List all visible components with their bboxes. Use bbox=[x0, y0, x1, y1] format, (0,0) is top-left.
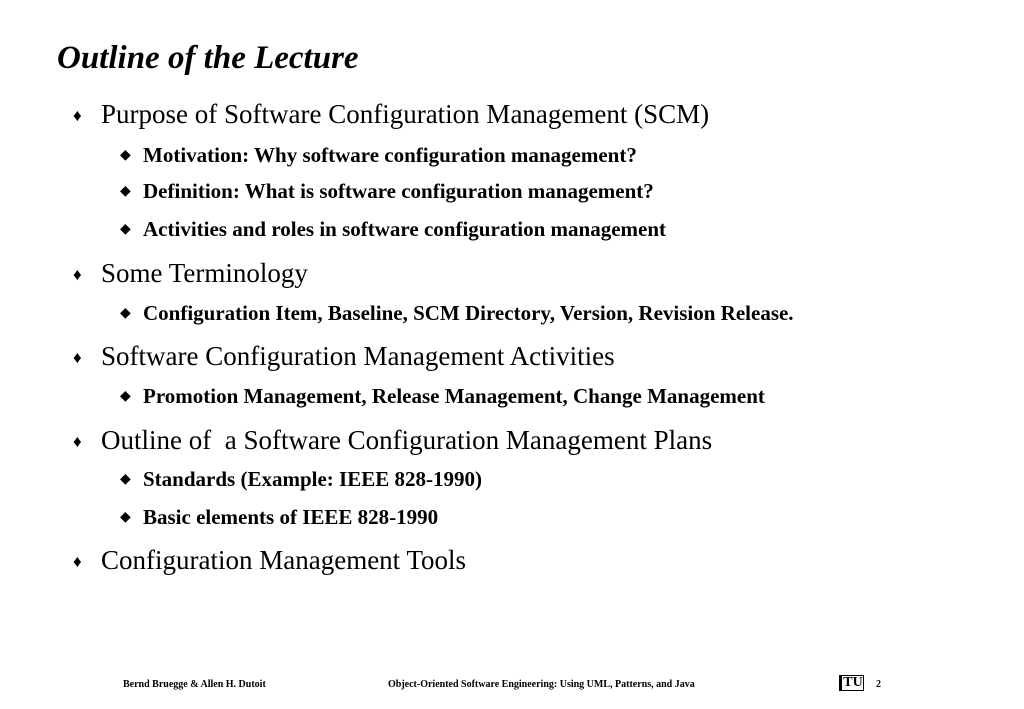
outline-subitem bbox=[120, 141, 637, 170]
outline-item bbox=[73, 543, 466, 579]
footer-authors: Bernd Bruegge & Allen H. Dutoit bbox=[123, 679, 266, 690]
diamond-subbullet-icon: ◆ bbox=[120, 389, 131, 404]
outline-item-text: Outline of a Software Configuration Management Plans bbox=[101, 425, 713, 455]
outline-subitem-text: Activities and roles in software configuration management bbox=[143, 217, 667, 241]
outline-item-text: Software Configuration Management Activities bbox=[101, 341, 615, 371]
diamond-subbullet-icon: ◆ bbox=[120, 222, 131, 237]
outline-subitem bbox=[120, 382, 765, 411]
outline-subitem bbox=[120, 465, 482, 494]
outline-subitem bbox=[120, 503, 438, 532]
outline-item-text: Configuration Management Tools bbox=[101, 545, 467, 575]
outline-subitem-text: Standards (Example: IEEE 828-1990) bbox=[143, 467, 482, 491]
logo-text: TU bbox=[840, 676, 862, 690]
diamond-bullet-icon: ♦ bbox=[73, 348, 82, 367]
outline-subitem bbox=[120, 299, 794, 328]
diamond-subbullet-icon: ◆ bbox=[120, 148, 131, 163]
outline-subitem-text: Promotion Management, Release Management, Change Management bbox=[143, 384, 765, 408]
diamond-bullet-icon: ♦ bbox=[73, 552, 82, 571]
outline-subitem-text: Motivation: Why software configuration management? bbox=[143, 143, 637, 167]
outline-item bbox=[73, 256, 308, 292]
outline-item bbox=[73, 423, 712, 459]
diamond-bullet-icon: ♦ bbox=[73, 265, 82, 284]
diamond-subbullet-icon: ◆ bbox=[120, 510, 131, 525]
diamond-bullet-icon: ♦ bbox=[73, 106, 82, 125]
outline-subitem bbox=[120, 177, 654, 206]
outline-subitem-text: Configuration Item, Baseline, SCM Directory, Version, Revision Release. bbox=[143, 301, 794, 325]
slide-title: Outline of the Lecture bbox=[57, 40, 359, 76]
outline-subitem-text: Definition: What is software configuration management? bbox=[143, 179, 654, 203]
outline-item-text: Purpose of Software Configuration Management (SCM) bbox=[101, 99, 710, 129]
outline-item-text: Some Terminology bbox=[101, 258, 308, 288]
diamond-subbullet-icon: ◆ bbox=[120, 472, 131, 487]
diamond-bullet-icon: ♦ bbox=[73, 432, 82, 451]
outline-subitem-text: Basic elements of IEEE 828-1990 bbox=[143, 505, 439, 529]
diamond-subbullet-icon: ◆ bbox=[120, 184, 131, 199]
outline-item bbox=[73, 339, 615, 375]
university-logo-icon bbox=[839, 675, 864, 691]
outline-subitem bbox=[120, 215, 666, 244]
outline-item bbox=[73, 97, 709, 133]
diamond-subbullet-icon: ◆ bbox=[120, 306, 131, 321]
footer-book-title: Object-Oriented Software Engineering: Using UML, Patterns, and Java bbox=[388, 679, 695, 690]
page-number: 2 bbox=[876, 679, 881, 690]
